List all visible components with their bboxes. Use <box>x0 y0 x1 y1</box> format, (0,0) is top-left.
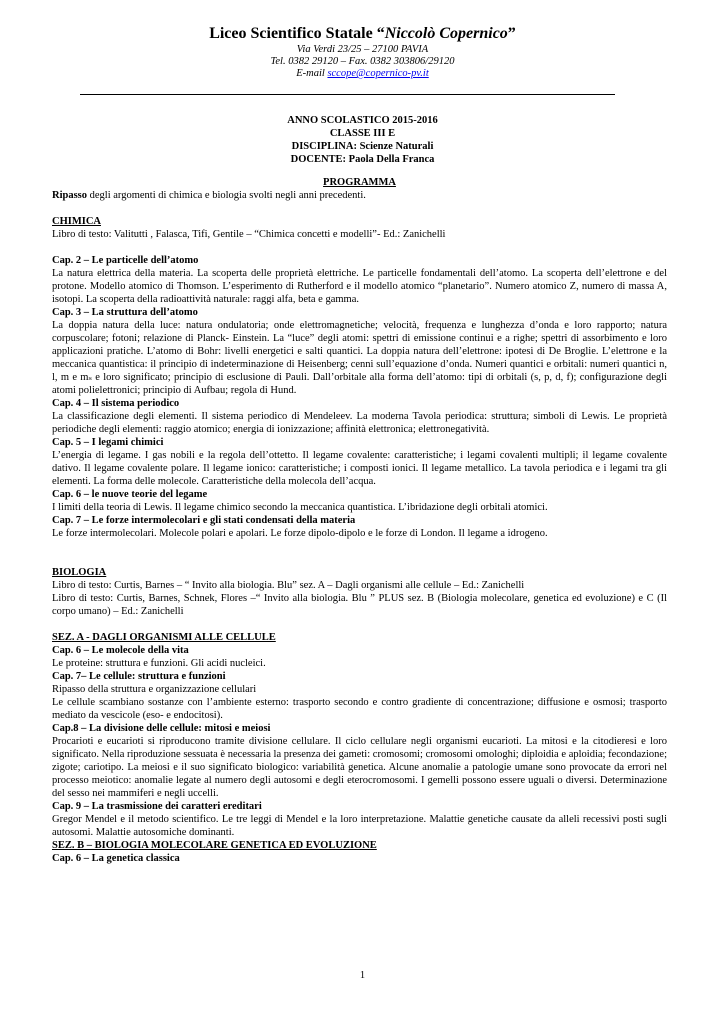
class-label: CLASSE III E <box>329 128 396 139</box>
biologia-textbook-1: Libro di testo: Curtis, Barnes – “ Invito alla biologia. Blu” sez. A – Dagli organismi alle cellule – Ed.: Zanichelli <box>52 580 525 591</box>
chapter-text: Le cellule scambiano sostanze con l’ambiente esterno: trasporto secondo e contro gradiente di concentrazione; diffusione e osmosi; trasporto mediato da vescicole (eso- e endocitosi). <box>52 697 667 721</box>
school-name: Niccolò Copernico <box>384 25 508 42</box>
teacher-label: DOCENTE: Paola Della Franca <box>290 154 435 165</box>
chapter-title: Cap.8 – La divisione delle cellule: mitosi e meiosi <box>52 723 271 734</box>
chapter-title: Cap. 9 – La trasmissione dei caratteri ereditari <box>52 801 262 812</box>
chapter-title: Cap. 6 – La genetica classica <box>52 853 180 864</box>
chapter-text: La classificazione degli elementi. Il sistema periodico di Mendeleev. La moderna Tavola periodica: struttura; simboli di Lewis. Le proprietà periodiche degli elementi: raggio atomico; energia di ionizzazione; affinità elettronica; elettronegatività. <box>52 411 667 435</box>
chapter-title: Cap. 5 – I legami chimici <box>52 437 164 448</box>
programma-title: PROGRAMMA <box>323 177 396 188</box>
biologia-heading: BIOLOGIA <box>52 567 107 578</box>
chapter-title: Cap. 3 – La struttura dell’atomo <box>52 307 198 318</box>
course-info <box>0 114 725 166</box>
chapter-title: Cap. 7– Le cellule: struttura e funzioni <box>52 671 226 682</box>
document-body <box>52 176 667 865</box>
chapter-text: Le forze intermolecolari. Molecole polari e apolari. Le forze dipolo-dipolo e le forze di London. Il legame a idrogeno. <box>52 528 548 539</box>
header-divider <box>80 94 615 95</box>
chapter-text: L’energia di legame. I gas nobili e la regola dell’ottetto. Il legame covalente: caratteristiche; i legami covalenti multipli; il legame covalente dativo. Il legame covalente polare. Il legame ionico: caratteristiche; i composti ionici. Il legame metallico. La tavola periodica e i legami tra gli elementi. La forma delle molecole. Caratteristiche della molecola dell’acqua. <box>52 450 667 487</box>
chapter-title: Cap. 7 – Le forze intermolecolari e gli stati condensati della materia <box>52 515 356 526</box>
subject-label: DISCIPLINA: Scienze Naturali <box>291 141 434 152</box>
chapter-title: Cap. 2 – Le particelle dell’atomo <box>52 255 199 266</box>
email-link[interactable]: sccope@copernico-pv.it <box>327 68 429 79</box>
school-title: Liceo Scientifico Statale “Niccolò Copernico” <box>209 25 516 42</box>
chapter-title: Cap. 6 – le nuove teorie del legame <box>52 489 208 500</box>
chapter-text: La doppia natura della luce: natura ondulatoria; onde elettromagnetiche; velocità, frequenza e lunghezza d’onda e loro rapporto; natura corpuscolare; fotoni; relazione di Planck- Einstein. La “luce” degli atomi: spettri di emissione continui e a righe; spettri di assorbimento e loro applicazioni pratiche. L’atomo di Bohr: livelli energetici e salti quantici. La doppia natura dell’elettrone: ipotesi di De Broglie. L’elettrone e la meccanica quantistica: il principio di indeterminazione di Heisenberg; cenni sull’equazione d’onda. Numeri quantici e orbitali: numeri quantici n, l, m e mₛ e loro significato; principio di esclusione di Pauli. Dall’orbitale alla forma dell’atomo: tipi di orbitali (s, p, d, f); configurazione degli atomi polielettronici; principio di Aufbau; regola di Hund. <box>52 320 667 396</box>
chapter-title: Cap. 6 – Le molecole della vita <box>52 645 189 656</box>
section-b-heading: SEZ. B – BIOLOGIA MOLECOLARE GENETICA ED EVOLUZIONE <box>52 840 377 851</box>
ripasso-line: Ripasso degli argomenti di chimica e biologia svolti negli anni precedenti. <box>52 190 366 201</box>
chapter-text: Ripasso della struttura e organizzazione cellulari <box>52 684 257 695</box>
chimica-textbook: Libro di testo: Valitutti , Falasca, Tifi, Gentile – “Chimica concetti e modelli”- Ed.: Zanichelli <box>52 229 446 240</box>
school-year: ANNO SCOLASTICO 2015-2016 <box>287 115 438 126</box>
biologia-textbook-2: Libro di testo: Curtis, Barnes, Schnek, Flores –“ Invito alla biologia. Blu ” PLUS sez. B (Biologia molecolare, genetica ed evoluzione) e C (Il corpo umano) – Ed.: Zanichelli <box>52 593 667 617</box>
section-a-heading: SEZ. A - DAGLI ORGANISMI ALLE CELLULE <box>52 632 276 643</box>
chapter-text: I limiti della teoria di Lewis. Il legame chimico secondo la meccanica quantistica. L’ibridazione degli orbitali atomici. <box>52 502 548 513</box>
school-phone: Tel. 0382 29120 – Fax. 0382 303806/29120 <box>270 56 455 67</box>
page-number: 1 <box>359 970 366 981</box>
school-email: E-mail sccope@copernico-pv.it <box>296 68 429 79</box>
chapter-text: Le proteine: struttura e funzioni. Gli acidi nucleici. <box>52 658 266 669</box>
chimica-heading: CHIMICA <box>52 216 101 227</box>
chapter-text: Gregor Mendel e il metodo scientifico. Le tre leggi di Mendel e la loro interpretazione. Malattie genetiche causate da alleli recessivi posti sugli autosomi. Malattie autosomiche dominanti. <box>52 814 667 838</box>
school-address: Via Verdi 23/25 – 27100 PAVIA <box>296 44 429 55</box>
chapter-text: La natura elettrica della materia. La scoperta delle proprietà elettriche. Le particelle fondamentali dell’atomo. La scoperta dell’elettrone e del protone. Modello atomico di Thomson. L’esperimento di Rutherford e il modello atomico “planetario”. Numero atomico Z, numero di massa A, isotopi. La scoperta della radioattività naturale: raggi alfa, beta e gamma. <box>52 268 667 305</box>
chapter-text: Procarioti e eucarioti si riproducono tramite divisione cellulare. Il ciclo cellulare negli organismi eucarioti. La mitosi e la citodieresi e loro significato. Nella riproduzione sessuata è necessaria la presenza dei gameti: cromosomi; cromosomi omologhi; diploidia e aploidia; fecondazione; zigote; cariotipo. La meiosi e il suo significato biologico: variabilità genetica. Alcune anomalie a patologie umane sono provocate da errori nel processo meiotico: anomalie legate al numero degli autosomi e degli eterocromosomi. I gemelli possono essere uguali o diversi. Determinazione del sesso nei mammiferi e negli uccelli. <box>52 736 667 799</box>
chapter-title: Cap. 4 – Il sistema periodico <box>52 398 180 409</box>
